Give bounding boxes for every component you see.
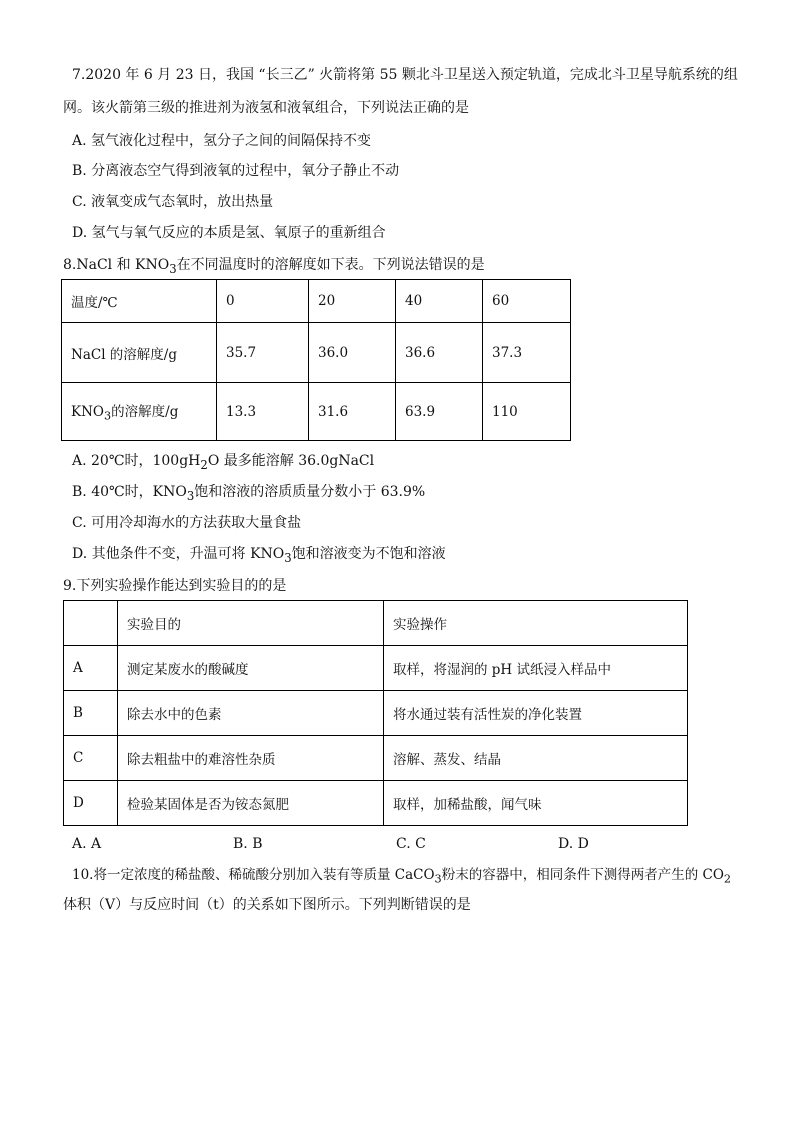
solubility-table-header-row	[62, 280, 571, 323]
solubility-table-row-nacl	[62, 323, 571, 383]
q9-choice-a: A. A	[72, 836, 102, 852]
q8-stem: 8.NaCl 和 $KNO_3$在不同温度时的溶解度如下表。下列说法错误的是	[63, 257, 485, 276]
table-cell: 13.3	[217, 383, 309, 441]
q7-option-a: A. 氢气液化过程中，氢分子之间的间隔保持不变	[72, 133, 372, 149]
q8-option-d: D. 其他条件不变，升温可将 $KNO_3$饱和溶液变为不饱和溶液	[72, 546, 446, 565]
table-row	[64, 781, 688, 826]
table-cell: 取样，加稀盐酸，闻气味	[384, 781, 688, 826]
table-cell: 31.6	[309, 383, 396, 441]
table-cell: 实验目的	[118, 601, 384, 646]
table-cell: 35.7	[217, 323, 309, 383]
q7-option-b: B. 分离液态空气得到液氧的过程中，氧分子静止不动	[72, 163, 400, 179]
table-cell: $KNO_3$的溶解度/g	[62, 383, 217, 441]
solubility-table-row-kno3	[62, 383, 571, 441]
table-cell: 测定某废水的酸碱度	[118, 646, 384, 691]
table-cell: 36.6	[396, 323, 483, 383]
table-cell: 37.3	[483, 323, 571, 383]
table-cell: 36.0	[309, 323, 396, 383]
q7-option-d: D. 氢气与氧气反应的本质是氢、氧原子的重新组合	[72, 225, 386, 241]
table-cell: C	[64, 736, 118, 781]
experiment-table-header-row	[64, 601, 688, 646]
table-cell: 取样，将湿润的 pH 试纸浸入样品中	[384, 646, 688, 691]
q7-stem-line2: 网。该火箭第三级的推进剂为液氢和液氧组合，下列说法正确的是	[63, 100, 469, 116]
table-cell: 溶解、蒸发、结晶	[384, 736, 688, 781]
table-row	[64, 691, 688, 736]
table-cell: 40	[396, 280, 483, 323]
q8-option-a: A. 20℃时，$100gH_2O$ 最多能溶解 36.0gNaCl	[72, 453, 375, 472]
table-cell: B	[64, 691, 118, 736]
solubility-table	[61, 279, 571, 441]
q9-choice-c: C. C	[396, 836, 426, 852]
q9-stem: 9.下列实验操作能达到实验目的的是	[63, 578, 287, 594]
table-cell: A	[64, 646, 118, 691]
table-cell: NaCl 的溶解度/g	[62, 323, 217, 383]
q7-option-c: C. 液氧变成气态氧时，放出热量	[72, 194, 274, 210]
table-cell: 除去粗盐中的难溶性杂质	[118, 736, 384, 781]
q9-choice-d: D. D	[558, 836, 589, 852]
q8-option-b: B. 40℃时，$KNO_3$饱和溶液的溶质质量分数小于 63.9%	[72, 484, 426, 503]
table-cell: 0	[217, 280, 309, 323]
q9-choices	[0, 835, 794, 853]
q7-stem-line1: 7.2020 年 6 月 23 日，我国 “长三乙” 火箭将第 55 颗北斗卫星送入预定轨道，完成北斗卫星导航系统的组	[72, 67, 738, 83]
table-cell: 将水通过装有活性炭的净化装置	[384, 691, 688, 736]
table-cell: 除去水中的色素	[118, 691, 384, 736]
q10-stem-line2: 体积（V）与反应时间（t）的关系如下图所示。下列判断错误的是	[63, 897, 471, 913]
experiment-table	[63, 600, 688, 826]
table-cell: D	[64, 781, 118, 826]
table-cell: 60	[483, 280, 571, 323]
q10-stem-line1: 10.将一定浓度的稀盐酸、稀硫酸分别加入装有等质量 CaCO$_3$粉末的容器中，相同条件下测得两者产生的 $CO_2$	[72, 867, 732, 886]
table-row	[64, 736, 688, 781]
table-cell: 63.9	[396, 383, 483, 441]
table-cell: 实验操作	[384, 601, 688, 646]
table-cell: 温度/℃	[62, 280, 217, 323]
table-cell: 检验某固体是否为铵态氮肥	[118, 781, 384, 826]
q9-choice-b: B. B	[233, 836, 263, 852]
table-cell: 20	[309, 280, 396, 323]
table-cell: 110	[483, 383, 571, 441]
q8-option-c: C. 可用冷却海水的方法获取大量食盐	[72, 515, 302, 531]
table-row	[64, 646, 688, 691]
table-cell	[64, 601, 118, 646]
